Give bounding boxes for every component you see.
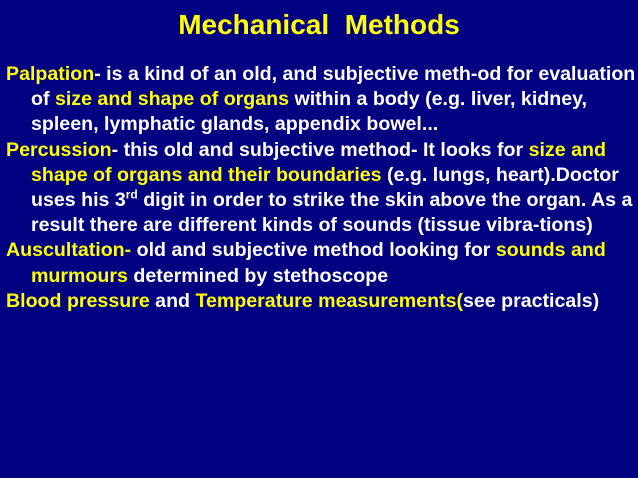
palpation-paragraph bbox=[6, 62, 636, 138]
percussion-text-1: - this old and subjective method- It looks for bbox=[111, 138, 529, 161]
slide-body bbox=[6, 62, 636, 314]
auscultation-text-1: old and subjective method looking for bbox=[131, 239, 496, 262]
percussion-term: Percussion bbox=[6, 138, 112, 161]
palpation-highlight: size and shape of organs bbox=[54, 88, 290, 111]
slide-title: Mechanical Methods bbox=[178, 9, 460, 40]
palpation-term: Palpation bbox=[6, 63, 95, 85]
palpation-text-2: within a body (e.g. liver, kidney, spleen, lymphatic glands, appendix bowel... bbox=[31, 88, 587, 136]
auscultation-highlight: sounds and murmours bbox=[31, 239, 606, 287]
measurements-and: and bbox=[149, 289, 196, 312]
blood-pressure-term: Blood pressure bbox=[6, 289, 150, 312]
percussion-text-3: digit in order to strike the skin above the organ. As a result there are different kinds of sounds (tissue vibra-tions) bbox=[31, 189, 633, 237]
auscultation-text-2: determined by stethoscope bbox=[127, 264, 389, 287]
palpation-text-1: - is a kind of an old, and subjective meth-od for evaluation of bbox=[31, 63, 636, 111]
auscultation-term: Auscultation- bbox=[6, 239, 132, 262]
percussion-superscript: rd bbox=[125, 187, 138, 202]
percussion-paragraph bbox=[6, 138, 636, 239]
percussion-highlight: size and shape of organs and their boundaries bbox=[31, 138, 606, 186]
measurements-text: see practicals) bbox=[463, 289, 600, 312]
auscultation-paragraph bbox=[6, 238, 636, 288]
temperature-term: Temperature measurements( bbox=[195, 289, 463, 312]
measurements-paragraph bbox=[6, 289, 636, 314]
percussion-text-2: (e.g. lungs, heart).Doctor uses his 3 bbox=[31, 163, 619, 212]
